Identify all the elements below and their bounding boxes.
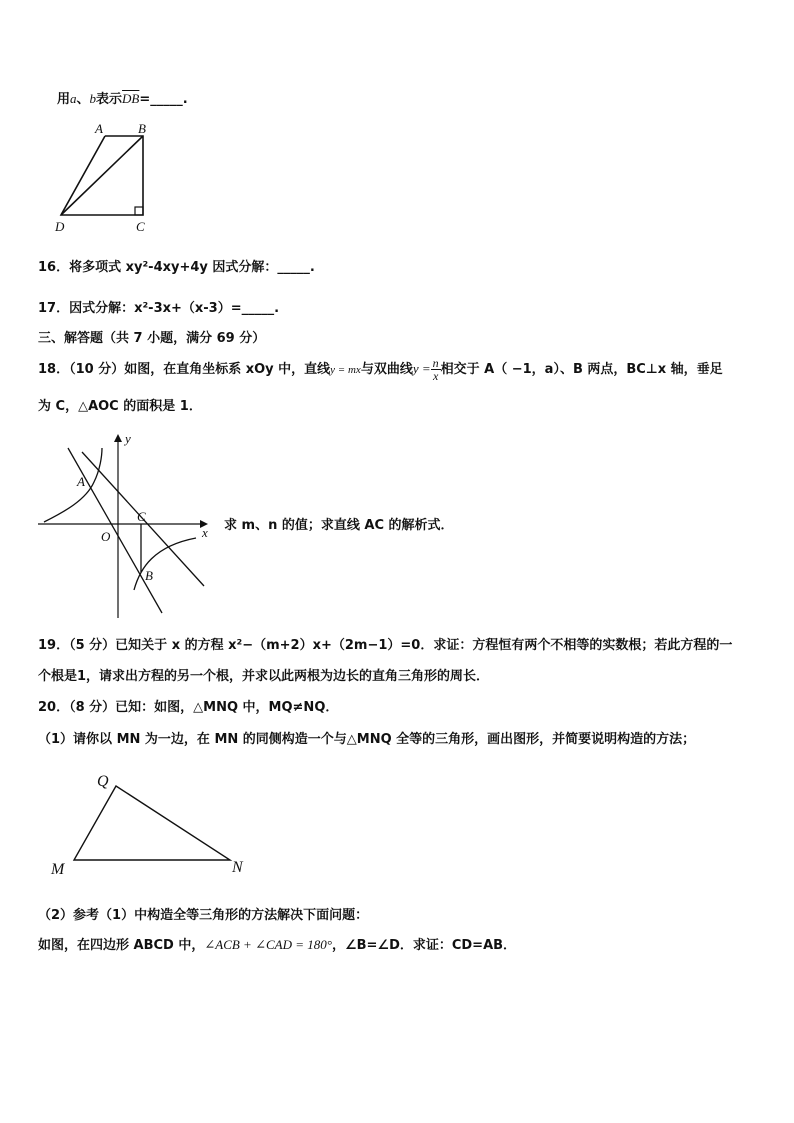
label-y: y xyxy=(125,431,131,446)
label-N: N xyxy=(232,859,243,876)
hyperbola-lhs: y = xyxy=(412,361,431,376)
figure-trapezoid-abcd xyxy=(50,118,160,238)
label-M: M xyxy=(51,861,65,878)
label-C: C xyxy=(136,219,145,234)
q15-line xyxy=(57,88,188,107)
q15-prefix: 用 xyxy=(57,92,71,107)
fraction-numerator: n xyxy=(432,356,439,370)
line-equation: y = mx xyxy=(330,364,361,376)
question-17: 17．因式分解：x²-3x+（x-3）=_____. xyxy=(38,301,280,316)
figure-triangle-mnq xyxy=(46,768,266,886)
question-19-line2: 个根是1，请求出方程的另一个根，并求以此两根为边长的直角三角形的周长． xyxy=(38,669,490,684)
q20-last-prefix: 如图，在四边形 ABCD 中， xyxy=(38,938,205,953)
label-B: B xyxy=(145,568,153,583)
section-heading: 三、解答题（共 7 小题，满分 69 分） xyxy=(38,331,266,346)
label-D: D xyxy=(55,219,65,234)
figure-coordinate-graph xyxy=(36,430,216,620)
fraction-denominator: x xyxy=(432,369,439,383)
vector-b: b xyxy=(89,91,97,106)
question-16: 16．将多项式 xy²-4xy+4y 因式分解：_____. xyxy=(38,260,315,275)
question-18-line2: 为 C，△AOC 的面积是 1． xyxy=(38,399,202,414)
q18-part1: 18．（10 分）如图，在直角坐标系 xOy 中，直线 xyxy=(38,362,331,377)
question-20-part2: （2）参考（1）中构造全等三角形的方法解决下面问题： xyxy=(38,908,369,923)
question-18-ask: 求 m、n 的值；求直线 AC 的解析式． xyxy=(224,518,454,533)
vector-a: a xyxy=(70,91,77,106)
label-x: x xyxy=(202,525,208,540)
label-O: O xyxy=(101,529,111,544)
q18-part3: 相交于 A（ −1，a）、B 两点，BC⊥x 轴，垂足 xyxy=(440,362,723,377)
q20-last-suffix: ，∠B=∠D．求证：CD=AB． xyxy=(331,938,517,953)
label-B: B xyxy=(138,121,146,136)
question-20-part1: （1）请你以 MN 为一边，在 MN 的同侧构造一个与△MNQ 全等的三角形，画出图形，并简要说明构造的方法； xyxy=(38,732,696,747)
label-Q: Q xyxy=(97,773,109,790)
q18-part2: 与双曲线 xyxy=(360,362,413,377)
question-20-line1: 20．（8 分）已知：如图，△MNQ 中，MQ≠NQ． xyxy=(38,700,339,715)
label-A: A xyxy=(77,474,85,489)
label-C: C xyxy=(137,509,146,524)
q15-middle: 表示 xyxy=(96,92,123,107)
vector-db: $\overline{DB}$ xyxy=(122,91,140,106)
question-18-line1 xyxy=(38,357,723,382)
q15-sep: 、 xyxy=(76,92,90,107)
hyperbola-fraction xyxy=(431,357,441,382)
label-A: A xyxy=(95,121,103,136)
question-19-line1: 19．（5 分）已知关于 x 的方程 x²−（m+2）x+（2m−1）=0．求证：方程恒有两个不相等的实数根；若此方程的一 xyxy=(38,638,733,653)
angle-equation: ∠ACB + ∠CAD = 180° xyxy=(204,937,332,952)
question-20-last xyxy=(38,934,516,953)
q15-suffix: =_____. xyxy=(139,92,188,107)
